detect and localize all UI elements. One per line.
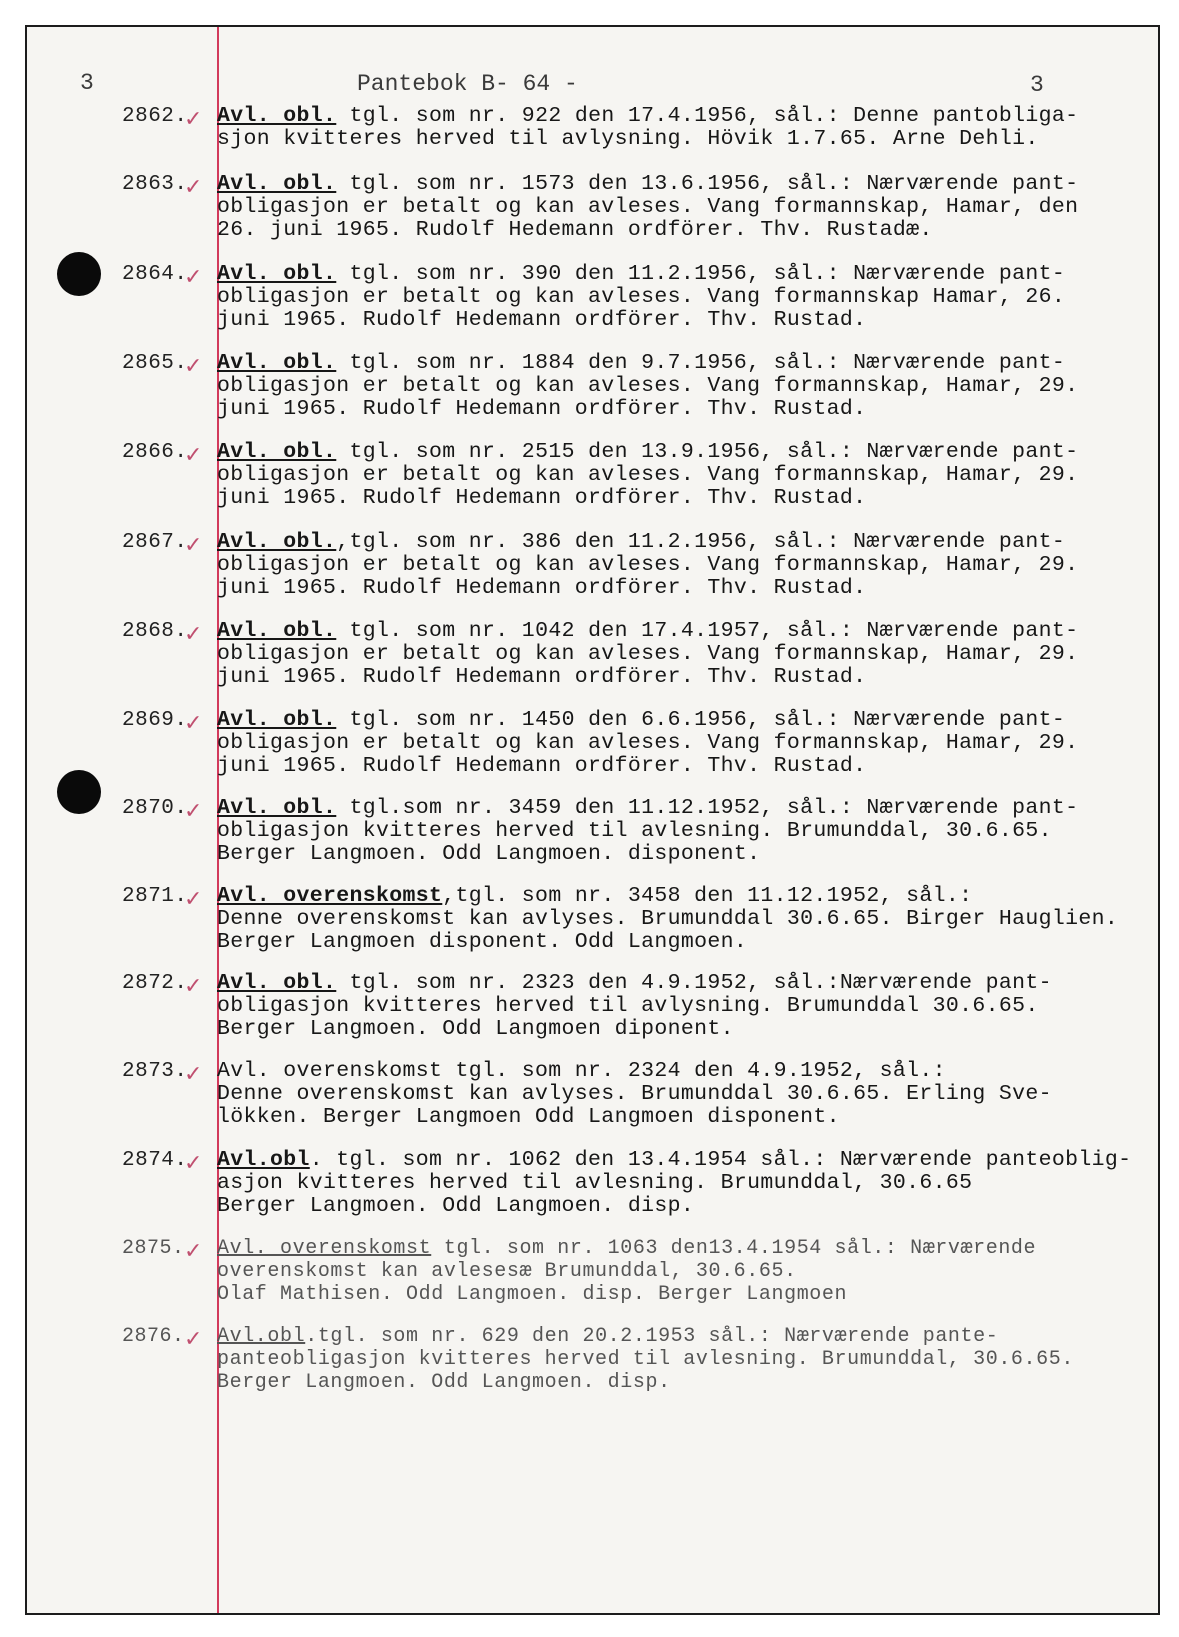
entry-line: obligasjon kvitteres herved til avlysning. Brumunddal 30.6.65.	[217, 994, 1039, 1018]
entry-first-line-text: tgl. som nr. 922 den 17.4.1956, sål.: Denne pantobliga-	[336, 104, 1079, 128]
entry-line: Olaf Mathisen. Odd Langmoen. disp. Berger Langmoen	[217, 1283, 848, 1306]
entry-line: obligasjon er betalt og kan avleses. Vang formannskap, Hamar, 29.	[217, 553, 1079, 577]
entry-line	[217, 797, 1117, 820]
entry-line: panteobligasjon kvitteres herved til avlesning. Brumunddal, 30.6.65.	[217, 1348, 1074, 1371]
entry-number: 2876.	[122, 1325, 185, 1348]
entry-first-line-text: tgl. som nr. 1884 den 9.7.1956, sål.: Nærværende pant-	[336, 351, 1066, 375]
entry-text	[217, 105, 1117, 151]
entry-number: 2872.	[122, 972, 188, 995]
entry-line: Denne overenskomst kan avlyses. Brumunddal 30.6.65. Erling Sve-	[217, 1082, 1052, 1106]
entry-line: juni 1965. Rudolf Hedemann ordförer. Thv. Rustad.	[217, 754, 867, 778]
entry-number: 2875.	[122, 1237, 185, 1260]
entry-text	[217, 1325, 1117, 1394]
entry-line	[217, 1237, 1117, 1260]
entry-line: juni 1965. Rudolf Hedemann ordförer. Thv. Rustad.	[217, 486, 867, 510]
entry-first-line-text: tgl. som nr. 1450 den 6.6.1956, sål.: Nærværende pant-	[336, 708, 1066, 732]
entry-number: 2869.	[122, 709, 188, 732]
entry-line	[217, 105, 1117, 128]
entry-first-line-text: ,tgl. som nr. 386 den 11.2.1956, sål.: Nærværende pant-	[336, 530, 1066, 554]
entry-text	[217, 1060, 1117, 1129]
entry-line: Berger Langmoen. Odd Langmoen diponent.	[217, 1017, 734, 1041]
entry-title: Avl. overenskomst	[217, 1237, 432, 1260]
entry-text	[217, 1237, 1117, 1306]
entry-first-line-text: tgl. som nr. 1063 den13.4.1954 sål.: Nærværende	[431, 1237, 1037, 1260]
entry-line: obligasjon er betalt og kan avleses. Vang formannskap, Hamar, 29.	[217, 642, 1079, 666]
entry-line: obligasjon er betalt og kan avleses. Vang formannskap, Hamar, 29.	[217, 731, 1079, 755]
entry-text	[217, 972, 1117, 1041]
entry-line: juni 1965. Rudolf Hedemann ordförer. Thv. Rustad.	[217, 397, 867, 421]
entry-line	[217, 263, 1117, 286]
entry-title: Avl. obl.	[217, 104, 337, 128]
entry-number: 2871.	[122, 885, 188, 908]
entry-first-line-text: tgl.som nr. 3459 den 11.12.1952, sål.: Nærværende pant-	[336, 796, 1079, 820]
document-page	[25, 25, 1160, 1615]
entry-number: 2862.	[122, 105, 188, 128]
entry-line	[217, 972, 1117, 995]
entry-number: 2874.	[122, 1149, 188, 1172]
check-mark-icon: ✓	[184, 107, 203, 132]
entry-number: 2870.	[122, 797, 188, 820]
check-mark-icon: ✓	[184, 354, 203, 379]
punch-hole-bottom	[57, 770, 101, 814]
entry-line: lökken. Berger Langmoen Odd Langmoen disponent.	[217, 1105, 840, 1129]
entry-first-line-text: Avl. overenskomst tgl. som nr. 2324 den 4.9.1952, sål.:	[217, 1059, 946, 1083]
entry-first-line-text: tgl. som nr. 1042 den 17.4.1957, sål.: Nærværende pant-	[336, 619, 1079, 643]
entry-line	[217, 709, 1117, 732]
check-mark-icon: ✓	[184, 622, 203, 647]
entry-text	[217, 1148, 1132, 1218]
entry-first-line-text: . tgl. som nr. 1062 den 13.4.1954 sål.: Nærværende panteoblig-	[309, 1148, 1132, 1172]
entry-line	[217, 1148, 1132, 1172]
entry-line: Berger Langmoen. Odd Langmoen. disp.	[217, 1371, 671, 1394]
entry-title: Avl. obl.	[217, 172, 337, 196]
entry-line: asjon kvitteres herved til avlesning. Brumunddal, 30.6.65	[217, 1171, 973, 1195]
entry-line: overenskomst kan avlesesæ Brumunddal, 30.6.65.	[217, 1260, 797, 1283]
check-mark-icon: ✓	[184, 1151, 203, 1176]
entry-line: obligasjon kvitteres herved til avlesning. Brumunddal, 30.6.65.	[217, 819, 1052, 843]
entry-title: Avl. obl.	[217, 971, 337, 995]
entry-title: Avl. obl.	[217, 796, 337, 820]
entry-line: Berger Langmoen. Odd Langmoen. disponent.	[217, 842, 761, 866]
entry-first-line-text: tgl. som nr. 390 den 11.2.1956, sål.: Nærværende pant-	[336, 262, 1066, 286]
entry-line: juni 1965. Rudolf Hedemann ordförer. Thv. Rustad.	[217, 576, 867, 600]
entry-number: 2866.	[122, 441, 188, 464]
check-mark-icon: ✓	[184, 711, 203, 736]
entry-number: 2873.	[122, 1060, 188, 1083]
entry-line: obligasjon er betalt og kan avleses. Vang formannskap, Hamar, 29.	[217, 463, 1079, 487]
entry-number: 2868.	[122, 620, 188, 643]
entry-text	[217, 885, 1117, 954]
entry-line: obligasjon er betalt og kan avleses. Vang formannskap, Hamar, 29.	[217, 374, 1079, 398]
page-title: Pantebok B- 64 -	[357, 71, 578, 97]
entry-line	[217, 173, 1117, 196]
check-mark-icon: ✓	[184, 1239, 203, 1264]
entry-text	[217, 620, 1117, 689]
entry-number: 2867.	[122, 531, 188, 554]
entry-title: Avl. obl.	[217, 351, 337, 375]
entry-line: juni 1965. Rudolf Hedemann ordförer. Thv. Rustad.	[217, 665, 867, 689]
entry-number: 2865.	[122, 352, 188, 375]
entry-first-line-text: tgl. som nr. 2323 den 4.9.1952, sål.:Nærværende pant-	[336, 971, 1052, 995]
entry-line	[217, 885, 1117, 908]
check-mark-icon: ✓	[184, 1062, 203, 1087]
entry-text	[217, 441, 1117, 510]
entry-first-line-text: tgl. som nr. 2515 den 13.9.1956, sål.: Nærværende pant-	[336, 440, 1079, 464]
entry-line: 26. juni 1965. Rudolf Hedemann ordförer. Thv. Rustadæ.	[217, 218, 933, 242]
entry-line: sjon kvitteres herved til avlysning. Hövik 1.7.65. Arne Dehli.	[217, 127, 1039, 151]
check-mark-icon: ✓	[184, 175, 203, 200]
entry-title: Avl. obl.	[217, 708, 337, 732]
page-number-right: 3	[1030, 72, 1044, 98]
entry-line: juni 1965. Rudolf Hedemann ordförer. Thv. Rustad.	[217, 308, 867, 332]
check-mark-icon: ✓	[184, 443, 203, 468]
check-mark-icon: ✓	[184, 974, 203, 999]
entry-line: obligasjon er betalt og kan avleses. Vang formannskap, Hamar, den	[217, 195, 1079, 219]
entry-line	[217, 352, 1117, 375]
check-mark-icon: ✓	[184, 533, 203, 558]
entry-text	[217, 173, 1117, 242]
entry-line	[217, 1060, 1117, 1083]
entry-text	[217, 263, 1117, 332]
entry-first-line-text: .tgl. som nr. 629 den 20.2.1953 sål.: Nærværende pante-	[305, 1325, 999, 1348]
check-mark-icon: ✓	[184, 799, 203, 824]
entry-title: Avl. overenskomst	[217, 884, 443, 908]
entry-line	[217, 441, 1117, 464]
entry-title: Avl.obl	[217, 1148, 310, 1172]
check-mark-icon: ✓	[184, 265, 203, 290]
entry-text	[217, 797, 1117, 866]
entry-title: Avl. obl.	[217, 440, 337, 464]
entry-title: Avl. obl.	[217, 262, 337, 286]
check-mark-icon: ✓	[184, 1327, 203, 1352]
punch-hole-top	[57, 252, 101, 296]
check-mark-icon: ✓	[184, 887, 203, 912]
entry-line: Berger Langmoen disponent. Odd Langmoen.	[217, 930, 748, 954]
entry-line: Berger Langmoen. Odd Langmoen. disp.	[217, 1194, 695, 1218]
entry-first-line-text: ,tgl. som nr. 3458 den 11.12.1952, sål.:	[442, 884, 973, 908]
entry-number: 2864.	[122, 263, 188, 286]
entry-line: obligasjon er betalt og kan avleses. Vang formannskap Hamar, 26.	[217, 285, 1066, 309]
entry-line	[217, 1325, 1117, 1348]
entry-number: 2863.	[122, 173, 188, 196]
entry-text	[217, 531, 1117, 600]
entry-line	[217, 620, 1117, 643]
entry-text	[217, 709, 1117, 778]
entry-line: Denne overenskomst kan avlyses. Brumunddal 30.6.65. Birger Hauglien.	[217, 907, 1119, 931]
entry-title: Avl. obl.	[217, 619, 337, 643]
entry-text	[217, 352, 1117, 421]
entry-line	[217, 531, 1117, 554]
entry-title: Avl.obl	[217, 1325, 306, 1348]
entry-title: Avl. obl.	[217, 530, 337, 554]
page-number-left: 3	[80, 70, 94, 96]
entry-first-line-text: tgl. som nr. 1573 den 13.6.1956, sål.: Nærværende pant-	[336, 172, 1079, 196]
